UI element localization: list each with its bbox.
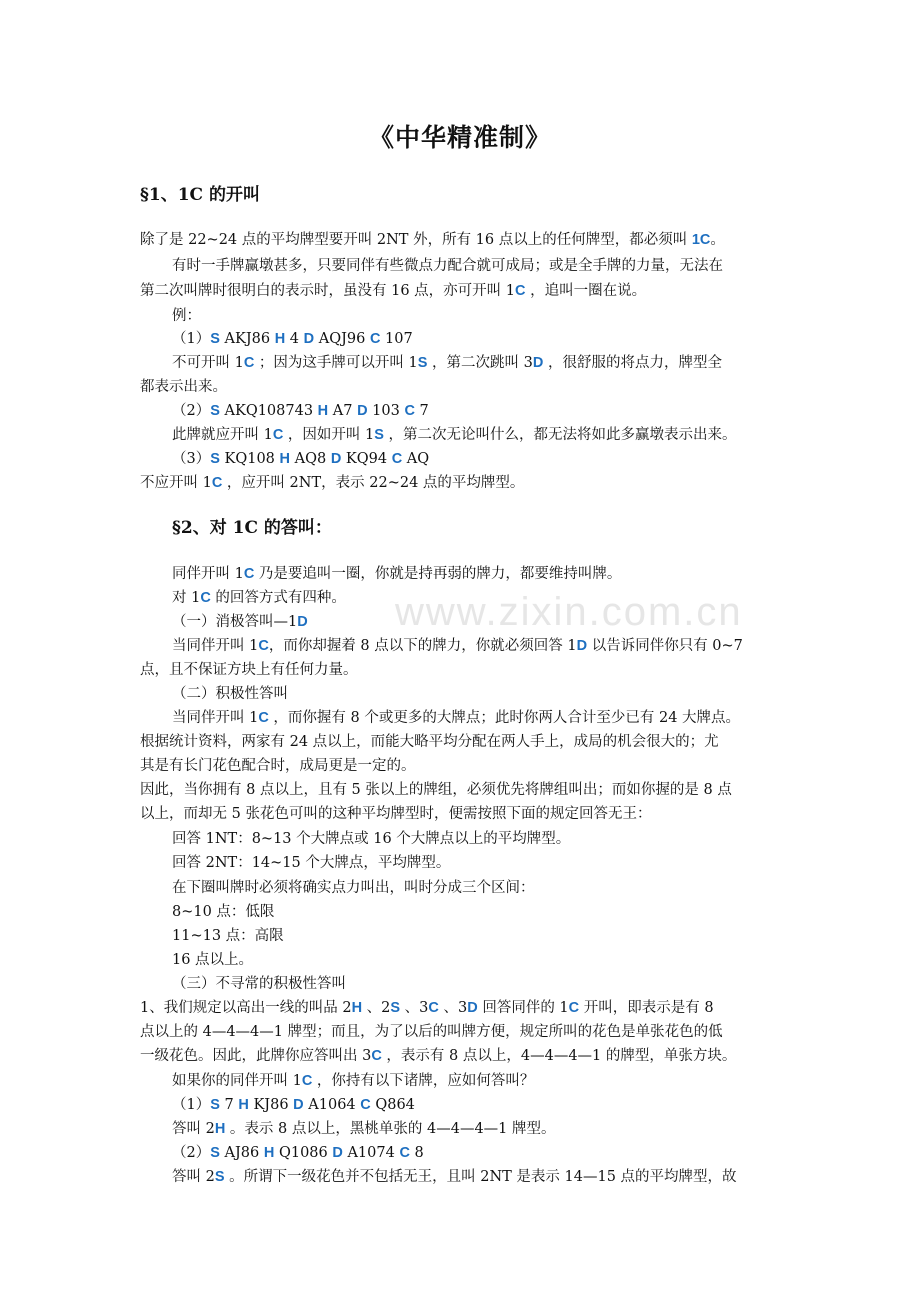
suit-symbol: C xyxy=(404,403,415,419)
suit-symbol: C xyxy=(360,1097,371,1113)
text-line: 一级花色。因此，此牌你应答叫出 3C ，表示有 8 点以上，4—4—4—1 的牌型，单张方块。 xyxy=(140,1048,737,1064)
section-heading-1: §1、1C 的开叫 xyxy=(140,185,260,205)
text-line: 除了是 22~24 点的平均牌型要开叫 2NT 外，所有 16 点以上的任何牌型，都必须叫 1C。 xyxy=(140,232,725,248)
text-line: 答叫 2S 。所谓下一级花色并不包括无王，且叫 2NT 是表示 14—15 点的平均牌型，故 xyxy=(172,1169,737,1185)
text-line: 当同伴开叫 1C，而你却握着 8 点以下的牌力，你就必须回答 1D 以告诉同伴你只有 0~7 xyxy=(172,638,743,654)
text-line: 回答 1NT：8~13 个大牌点或 16 个大牌点以上的平均牌型。 xyxy=(172,831,571,847)
text-line: 其是有长门花色配合时，成局更是一定的。 xyxy=(140,758,416,774)
text-line: 如果你的同伴开叫 1C ，你持有以下诸牌，应如何答叫？ xyxy=(172,1073,535,1089)
suit-symbol: C xyxy=(568,1000,580,1016)
suit-symbol: D xyxy=(293,1097,304,1113)
text-line: 第二次叫牌时很明白的表示时，虽没有 16 点，亦可开叫 1C ，追叫一圈在说。 xyxy=(140,283,647,299)
suit-symbol: D xyxy=(532,355,544,371)
section-heading-2: §2、对 1C 的答叫： xyxy=(172,518,332,538)
text-line: 同伴开叫 1C 乃是要追叫一圈，你就是持再弱的牌力，都要维持叫牌。 xyxy=(172,566,622,582)
suit-symbol: H xyxy=(351,1000,363,1016)
text-line: （1）S AKJ86 H 4 D AQJ96 C 107 xyxy=(172,331,413,347)
suit-symbol: C xyxy=(272,427,284,443)
suit-symbol: C xyxy=(428,1000,439,1016)
suit-symbol: S xyxy=(214,1169,225,1185)
text-line: 当同伴开叫 1C ，而你握有 8 个或更多的大牌点；此时你两人合计至少已有 24 大牌点。 xyxy=(172,710,741,726)
suit-symbol: 1C xyxy=(691,232,711,248)
text-line: 点，且不保证方块上有任何力量。 xyxy=(140,662,358,678)
suit-symbol: C xyxy=(258,638,269,654)
suit-symbol: H xyxy=(274,331,286,347)
text-line: 点以上的 4—4—4—1 牌型；而且，为了以后的叫牌方便，规定所叫的花色是单张花色的低 xyxy=(140,1024,723,1040)
suit-symbol: C xyxy=(399,1145,410,1161)
text-line: 11~13 点：高限 xyxy=(172,928,284,944)
suit-symbol: H xyxy=(317,403,329,419)
text-line: （一）消极答叫—1D xyxy=(172,614,308,630)
suit-symbol: S xyxy=(210,1145,220,1161)
suit-symbol: S xyxy=(374,427,384,443)
suit-symbol: S xyxy=(210,331,220,347)
text-line: 16 点以上。 xyxy=(172,952,254,968)
text-line: （三）不寻常的积极性答叫 xyxy=(172,976,346,992)
text-line: 例： xyxy=(172,308,201,324)
text-line: 不应开叫 1C ，应开叫 2NT，表示 22~24 点的平均牌型。 xyxy=(140,475,525,491)
text-line: 回答 2NT：14~15 个大牌点，平均牌型。 xyxy=(172,855,451,871)
text-line: （2）S AJ86 H Q1086 D A1074 C 8 xyxy=(172,1145,424,1161)
suit-symbol: C xyxy=(369,331,381,347)
text-line: 不可开叫 1C ；因为这手牌可以开叫 1S ，第二次跳叫 3D ，很舒服的将点力，牌型全 xyxy=(172,355,722,371)
suit-symbol: C xyxy=(258,710,269,726)
suit-symbol: H xyxy=(263,1145,275,1161)
text-line: （2）S AKQ108743 H A7 D 103 C 7 xyxy=(172,403,429,419)
text-line: 以上，而却无 5 张花色可叫的这种平均牌型时，便需按照下面的规定回答无王： xyxy=(140,806,652,822)
suit-symbol: C xyxy=(515,283,526,299)
suit-symbol: S xyxy=(417,355,428,371)
text-line: 根据统计资料，两家有 24 点以上，而能大略平均分配在两人手上，成局的机会很大的；尤 xyxy=(140,734,719,750)
suit-symbol: S xyxy=(210,451,220,467)
suit-symbol: D xyxy=(576,638,588,654)
text-line: 1、我们规定以高出一线的叫品 2H 、2S 、3C 、3D 回答同伴的 1C 开叫，即表示是有 8 xyxy=(140,1000,714,1016)
text-line: （二）积极性答叫 xyxy=(172,686,288,702)
suit-symbol: D xyxy=(297,614,308,630)
suit-symbol: S xyxy=(390,1000,401,1016)
text-line: 有时一手牌赢墩甚多，只要同伴有些微点力配合就可成局；或是全手牌的力量，无法在 xyxy=(172,258,723,274)
suit-symbol: H xyxy=(279,451,291,467)
suit-symbol: C xyxy=(200,590,211,606)
suit-symbol: D xyxy=(303,331,315,347)
suit-symbol: S xyxy=(210,403,220,419)
suit-symbol: C xyxy=(211,475,223,491)
text-line: （3）S KQ108 H AQ8 D KQ94 C AQ xyxy=(172,451,430,467)
text-line: 对 1C 的回答方式有四种。 xyxy=(172,590,346,606)
suit-symbol: H xyxy=(238,1097,249,1113)
text-line: 因此，当你拥有 8 点以上，且有 5 张以上的牌组，必须优先将牌组叫出；而如你握的是 8 点 xyxy=(140,782,732,798)
suit-symbol: C xyxy=(371,1048,382,1064)
suit-symbol: D xyxy=(357,403,368,419)
suit-symbol: H xyxy=(214,1121,226,1137)
suit-symbol: C xyxy=(243,566,255,582)
text-line: 此牌就应开叫 1C ，因如开叫 1S ，第二次无论叫什么，都无法将如此多赢墩表示出来。 xyxy=(172,427,737,443)
page-title: 《中华精准制》 xyxy=(368,123,551,152)
text-line: 都表示出来。 xyxy=(140,379,227,395)
suit-symbol: D xyxy=(332,1145,343,1161)
suit-symbol: C xyxy=(391,451,403,467)
text-line: 答叫 2H 。表示 8 点以上，黑桃单张的 4—4—4—1 牌型。 xyxy=(172,1121,556,1137)
suit-symbol: D xyxy=(330,451,342,467)
suit-symbol: D xyxy=(467,1000,478,1016)
suit-symbol: C xyxy=(243,355,255,371)
text-line: （1）S 7 H KJ86 D A1064 C Q864 xyxy=(172,1097,415,1113)
suit-symbol: S xyxy=(210,1097,220,1113)
watermark: www.zixin.com.cn xyxy=(395,590,743,634)
text-line: 在下圈叫牌时必须将确实点力叫出，叫时分成三个区间： xyxy=(172,880,535,896)
suit-symbol: C xyxy=(301,1073,313,1089)
text-line: 8~10 点：低限 xyxy=(172,904,275,920)
